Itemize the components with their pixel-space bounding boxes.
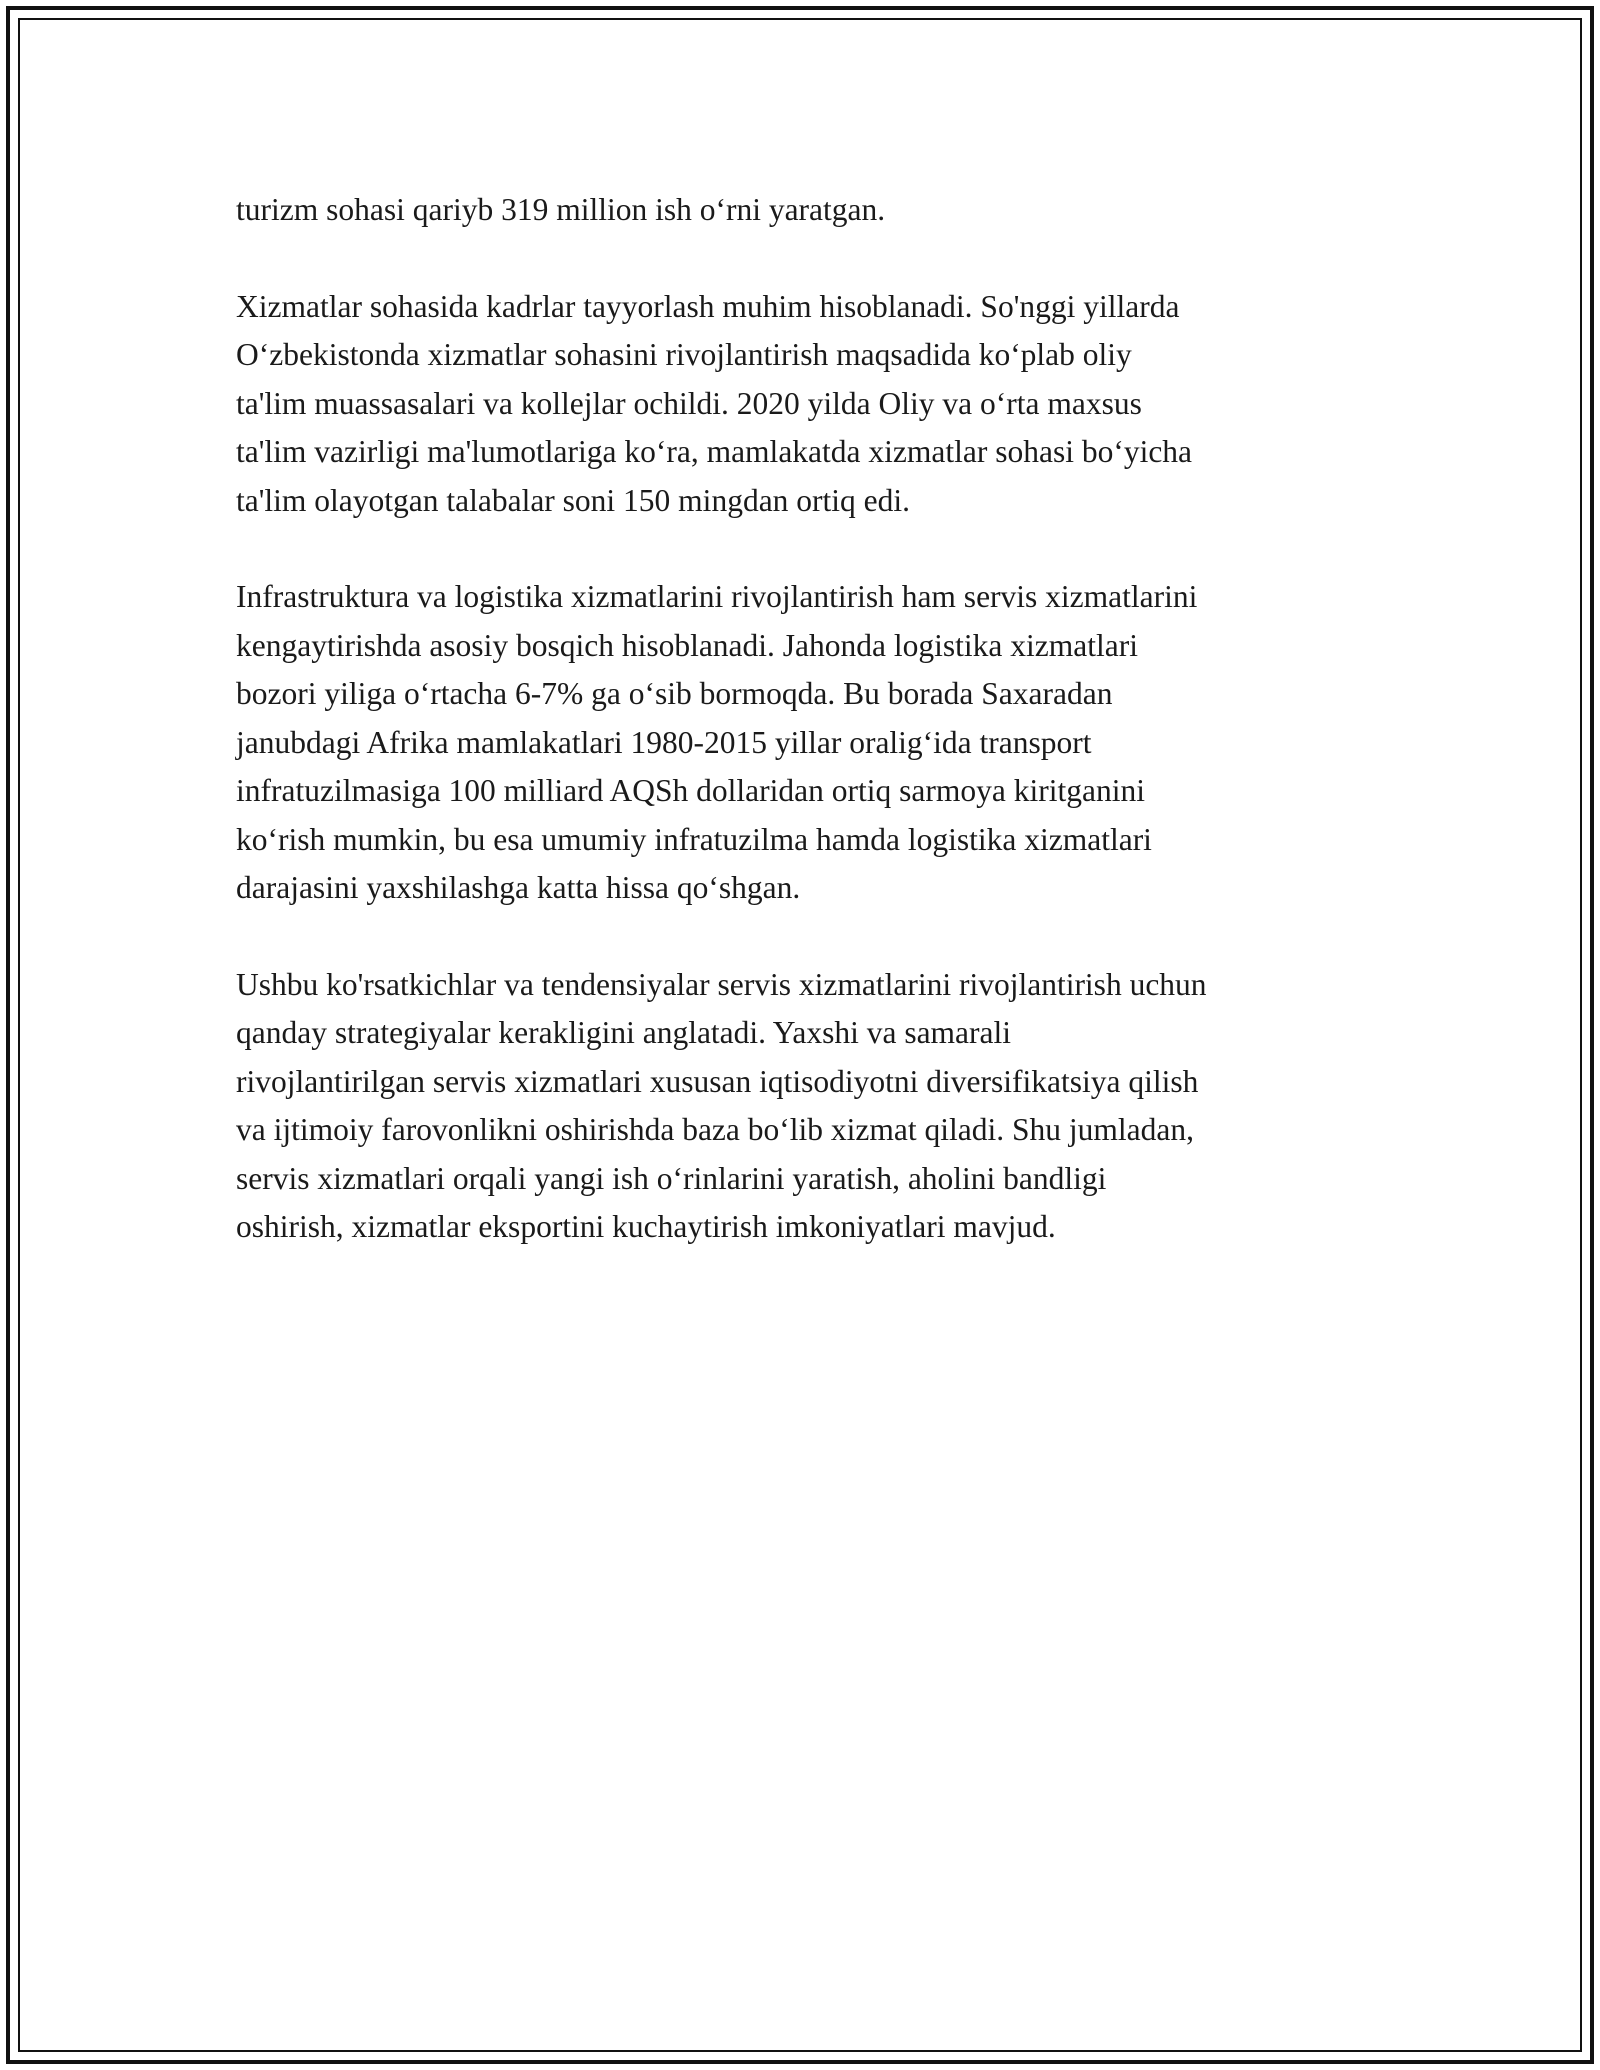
text-line: ko‘rish mumkin, bu esa umumiy infratuzilma hamda logistika xizmatlari xyxy=(236,821,1152,857)
paragraph-4 xyxy=(236,961,1416,1252)
text-line: oshirish, xizmatlar eksportini kuchaytirish imkoniyatlari mavjud. xyxy=(236,1209,1056,1244)
document-body xyxy=(236,186,1416,1300)
paragraph-1 xyxy=(236,186,1416,235)
text-line: bozori yiliga o‘rtacha 6-7% ga o‘sib bormoqda. Bu borada Saxaradan xyxy=(236,676,1113,711)
paragraph-3 xyxy=(236,573,1416,913)
text-line: turizm sohasi qariyb 319 million ish o‘rni yaratgan. xyxy=(236,192,886,227)
paragraph-2 xyxy=(236,283,1416,526)
text-line: kengaytirishda asosiy bosqich hisoblanadi. Jahonda logistika xizmatlari xyxy=(236,627,1138,663)
text-line: darajasini yaxshilashga katta hissa qo‘shgan. xyxy=(236,870,801,905)
text-line: Infrastruktura va logistika xizmatlarini rivojlantirish ham servis xizmatlarini xyxy=(236,579,1198,614)
text-line: Ushbu ko'rsatkichlar va tendensiyalar servis xizmatlarini rivojlantirish uchun xyxy=(236,966,1207,1002)
text-line: ta'lim muassasalari va kollejlar ochildi. 2020 yilda Oliy va o‘rta maxsus xyxy=(236,385,1142,421)
text-line: ta'lim vazirligi ma'lumotlariga ko‘ra, mamlakatda xizmatlar sohasi bo‘yicha xyxy=(236,434,1193,469)
text-line: Xizmatlar sohasida kadrlar tayyorlash muhim hisoblanadi. So'nggi yillarda xyxy=(236,288,1180,324)
text-line: ta'lim olayotgan talabalar soni 150 mingdan ortiq edi. xyxy=(236,482,911,518)
text-line: qanday strategiyalar kerakligini anglatadi. Yaxshi va samarali xyxy=(236,1015,1012,1050)
text-line: O‘zbekistonda xizmatlar sohasini rivojlantirish maqsadida ko‘plab oliy xyxy=(236,337,1132,372)
text-line: rivojlantirilgan servis xizmatlari xususan iqtisodiyotni diversifikatsiya qilish xyxy=(236,1063,1199,1099)
text-line: infratuzilmasiga 100 milliard AQSh dollaridan ortiq sarmoya kiritganini xyxy=(236,773,1145,808)
text-line: janubdagi Afrika mamlakatlari 1980-2015 yillar oralig‘ida transport xyxy=(236,724,1092,760)
text-line: servis xizmatlari orqali yangi ish o‘rinlarini yaratish, aholini bandligi xyxy=(236,1160,1107,1196)
text-line: va ijtimoiy farovonlikni oshirishda baza bo‘lib xizmat qiladi. Shu jumladan, xyxy=(236,1112,1194,1147)
